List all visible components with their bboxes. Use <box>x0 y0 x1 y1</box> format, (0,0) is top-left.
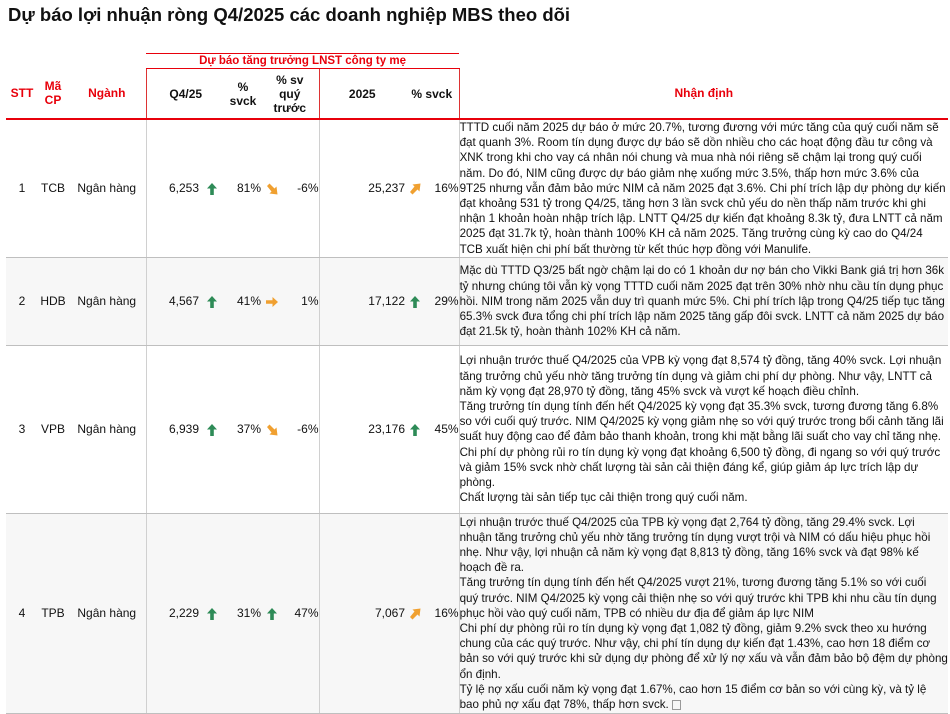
down-right-orange-arrow-icon <box>265 182 279 196</box>
up-right-orange-arrow-icon <box>405 119 425 257</box>
up-green-arrow-icon <box>199 513 225 713</box>
row-stt: 3 <box>6 345 38 513</box>
row-svck-value: 37% <box>225 345 261 513</box>
row-sector: Ngân hàng <box>68 345 146 513</box>
col-sv-quy-truoc <box>261 69 319 120</box>
nhan-dinh-paragraph: Chi phí dự phòng rủi ro tín dụng kỳ vọng đạt khoảng 6,500 tỷ đồng, đi ngang so với quý trước và giảm 15% svck nhờ chất lượng tài sản cải thiện đáng kể, giúp giảm áp lực trích lập dự phòng. <box>459 445 941 489</box>
up-green-arrow-icon <box>408 295 422 309</box>
page-title: Dự báo lợi nhuận ròng Q4/2025 các doanh nghiệp MBS theo dõi <box>8 4 571 25</box>
row-sector: Ngân hàng <box>68 119 146 257</box>
row-svck-value: 31% <box>225 513 261 713</box>
table-row <box>6 119 948 257</box>
up-green-arrow-icon <box>199 345 225 513</box>
table-row <box>6 345 948 513</box>
row-2025-value: 25,237 <box>319 119 405 257</box>
up-green-arrow-icon <box>199 257 225 345</box>
down-right-orange-arrow-icon <box>265 423 279 437</box>
right-orange-arrow-icon <box>261 257 282 345</box>
col-nhan-dinh: Nhận định <box>459 69 948 120</box>
header-spacer <box>38 54 68 69</box>
forecast-table <box>6 53 948 714</box>
row-ticker: VPB <box>38 345 68 513</box>
row-q425-value: 4,567 <box>146 257 199 345</box>
row-qoq-value: -6% <box>282 345 319 513</box>
col-sv-line1: % sv <box>276 72 304 87</box>
header-spacer <box>68 54 146 69</box>
up-green-arrow-icon <box>199 119 225 257</box>
right-orange-arrow-icon <box>265 295 279 309</box>
up-green-arrow-icon <box>405 345 425 513</box>
row-ticker: TPB <box>38 513 68 713</box>
row-2025-svck-value: 29% <box>425 257 459 345</box>
up-green-arrow-icon <box>205 607 219 621</box>
row-q425-value: 2,229 <box>146 513 199 713</box>
nhan-dinh-paragraph: Chi phí dự phòng rủi ro tín dụng kỳ vọng đạt 1,082 tỷ đồng, giảm 9.2% svck theo xu hướng chung của các quý trước. Như vậy, chi phí tín dụng dự kiến đạt 1.43%, cao hơn 18 điểm cơ bản so với quý trước khi sử dụng dự phòng để xử lý nợ xấu và vẫn đảm bảo bộ đệm dự phòng ổn định. <box>459 621 948 681</box>
up-right-orange-arrow-icon <box>408 607 422 621</box>
row-nhan-dinh <box>459 257 948 345</box>
down-right-orange-arrow-icon <box>261 119 282 257</box>
up-right-orange-arrow-icon <box>405 513 425 713</box>
header-spacer <box>6 54 38 69</box>
square-icon <box>672 700 681 710</box>
col-2025: 2025 <box>319 69 405 120</box>
nhan-dinh-paragraph: Tăng trưởng tín dụng tính đến hết Q4/2025 vượt 21%, tương đương tăng 5.1% so với cuối quý trước. NIM Q4/2025 kỳ vọng cải thiện nhẹ so với quý trước khi TPB khi nhu cầu tín dụng phục hồi vào quý cuối năm, TPB có nhiều dư địa để giảm áp lực NIM <box>459 576 937 620</box>
row-qoq-value: -6% <box>282 119 319 257</box>
up-green-arrow-icon <box>205 295 219 309</box>
row-svck-value: 81% <box>225 119 261 257</box>
row-stt: 2 <box>6 257 38 345</box>
col-svck: % svck <box>225 69 261 120</box>
row-2025-value: 17,122 <box>319 257 405 345</box>
nhan-dinh-paragraph: Lợi nhuận trước thuế Q4/2025 của TPB kỳ vọng đạt 2,764 tỷ đồng, tăng 29.4% svck. Lợi nhuận tăng trưởng chủ yếu nhờ tăng trưởng tín dụng vượt trội và NIM có dấu hiệu phục hồi nhẹ. Như vậy, lợi nhuận cả năm kỳ vọng đạt 8,813 tỷ đồng, tăng 16% svck và đạt 98% kế hoạch đề ra. <box>459 515 931 575</box>
col-ma-cp-line2: CP <box>44 93 62 108</box>
row-stt: 4 <box>6 513 38 713</box>
col-ma-cp <box>38 69 68 120</box>
up-green-arrow-icon <box>205 182 219 196</box>
col-q425: Q4/25 <box>146 69 225 120</box>
up-right-orange-arrow-icon <box>408 182 422 196</box>
down-right-orange-arrow-icon <box>261 345 282 513</box>
col-stt: STT <box>6 69 38 120</box>
col-nganh: Ngành <box>68 69 146 120</box>
row-qoq-value: 1% <box>282 257 319 345</box>
col-sv-line3: trước <box>273 100 307 115</box>
up-green-arrow-icon <box>408 423 422 437</box>
row-ticker: TCB <box>38 119 68 257</box>
row-2025-value: 7,067 <box>319 513 405 713</box>
row-q425-value: 6,939 <box>146 345 199 513</box>
up-green-arrow-icon <box>265 607 279 621</box>
row-sector: Ngân hàng <box>68 257 146 345</box>
row-ticker: HDB <box>38 257 68 345</box>
forecast-group-header: Dự báo tăng trưởng LNST công ty mẹ <box>146 54 459 69</box>
col-sv-line2: quý <box>279 86 301 101</box>
row-2025-svck-value: 16% <box>425 513 459 713</box>
header-spacer <box>459 54 948 69</box>
row-q425-value: 6,253 <box>146 119 199 257</box>
row-svck-value: 41% <box>225 257 261 345</box>
row-sector: Ngân hàng <box>68 513 146 713</box>
up-green-arrow-icon <box>405 257 425 345</box>
nhan-dinh-paragraph: Tỷ lệ nợ xấu cuối năm kỳ vọng đạt 1.67%, cao hơn 15 điểm cơ bản so với cùng kỳ, và tỷ lệ bao phủ nợ xấu đạt 78%, thấp hơn svck. <box>459 682 927 711</box>
col-svck-2025: % svck <box>405 69 459 120</box>
up-green-arrow-icon <box>205 423 219 437</box>
nhan-dinh-paragraph: Lợi nhuận trước thuế Q4/2025 của VPB kỳ vọng đạt 8,574 tỷ đồng, tăng 40% svck. Lợi nhuận tăng trưởng chủ yếu nhờ tăng trưởng tín dụng và giảm chi phí dự phòng. Như vậy, LNTT cả năm kỳ vọng đạt 28,970 tỷ đồng, tăng 45% svck và vượt kế hoạch điều chỉnh. <box>459 354 942 398</box>
row-2025-svck-value: 45% <box>425 345 459 513</box>
nhan-dinh-paragraph: TTTD cuối năm 2025 dự báo ở mức 20.7%, tương đương với mức tăng của quý cuối năm sẽ đạt quanh 3%. Room tín dụng được dự báo sẽ dồn nhiều cho các hoạt động đầu tư công và XNK trong khi cho vay cá nhân nói chung và mua nhà nói riêng sẽ chậm lại trong quý cuối năm. Do đó, NIM cũng được dự báo giảm nhẹ xuống mức 3.5%, thấp hơn mức 3.6% của 9T25 nhưng vẫn đảm bảo mức NIM cả năm 2025 đạt 3.6%. Chi phí trích lập dự phòng dự kiến đạt khoảng 531 tỷ trong Q4/25, tăng hơn 3 lần svck chủ yếu do nền thấp năm trước khi ghi nhận 1 khoản hoàn nhập trích lập. LNTT Q4/25 dự kiến đạt khoảng 8.3k tỷ, đưa LNTT cả năm 2025 đạt 31.7k tỷ, hoàn thành 100% KH cả năm 2025. Tăng trưởng cùng kỳ cao do Q4/24 TCB xuất hiện chi phí bất thường từ kết thúc hợp đồng với Manulife. <box>459 121 946 256</box>
row-nhan-dinh <box>459 513 948 713</box>
row-2025-svck-value: 16% <box>425 119 459 257</box>
table-row <box>6 513 948 713</box>
table-row <box>6 257 948 345</box>
row-stt: 1 <box>6 119 38 257</box>
row-nhan-dinh <box>459 345 948 513</box>
nhan-dinh-paragraph: Chất lượng tài sản tiếp tục cải thiện trong quý cuối năm. <box>459 491 748 505</box>
nhan-dinh-paragraph: Tăng trưởng tín dụng tính đến hết Q4/2025 kỳ vọng đạt 35.3% svck, tương đương tăng 6.8% so với cuối quý trước. NIM Q4/2025 kỳ vọng giảm nhẹ so với quý trước trong bối cảnh tăng lãi suất huy động cao để đảm bảo thanh khoản, trong khi mặt bằng lãi suất cho vay chỉ tăng nhẹ. <box>459 399 944 444</box>
up-green-arrow-icon <box>261 513 282 713</box>
row-2025-value: 23,176 <box>319 345 405 513</box>
row-qoq-value: 47% <box>282 513 319 713</box>
col-ma-cp-line1: Mã <box>44 79 62 94</box>
nhan-dinh-paragraph: Mặc dù TTTD Q3/25 bất ngờ chậm lại do có 1 khoản dư nợ bán cho Vikki Bank giá trị hơn 36k tỷ nhưng chúng tôi vẫn kỳ vọng TTTD cuối năm 2025 đạt trên 30% nhờ nhu cầu tín dụng phục hồi. NIM trong năm 2025 vẫn duy trì quanh mức 5%. Chi phí trích lập trong Q4/25 tiếp tục tăng 65.3% svck đưa tổng chi phí trích lập năm 2025 tăng gấp đôi svck. LNTT cả năm 2025 dự báo đạt 21.5k tỷ, hoàn thành 102% KH cả năm. <box>459 264 945 339</box>
row-nhan-dinh <box>459 119 948 257</box>
